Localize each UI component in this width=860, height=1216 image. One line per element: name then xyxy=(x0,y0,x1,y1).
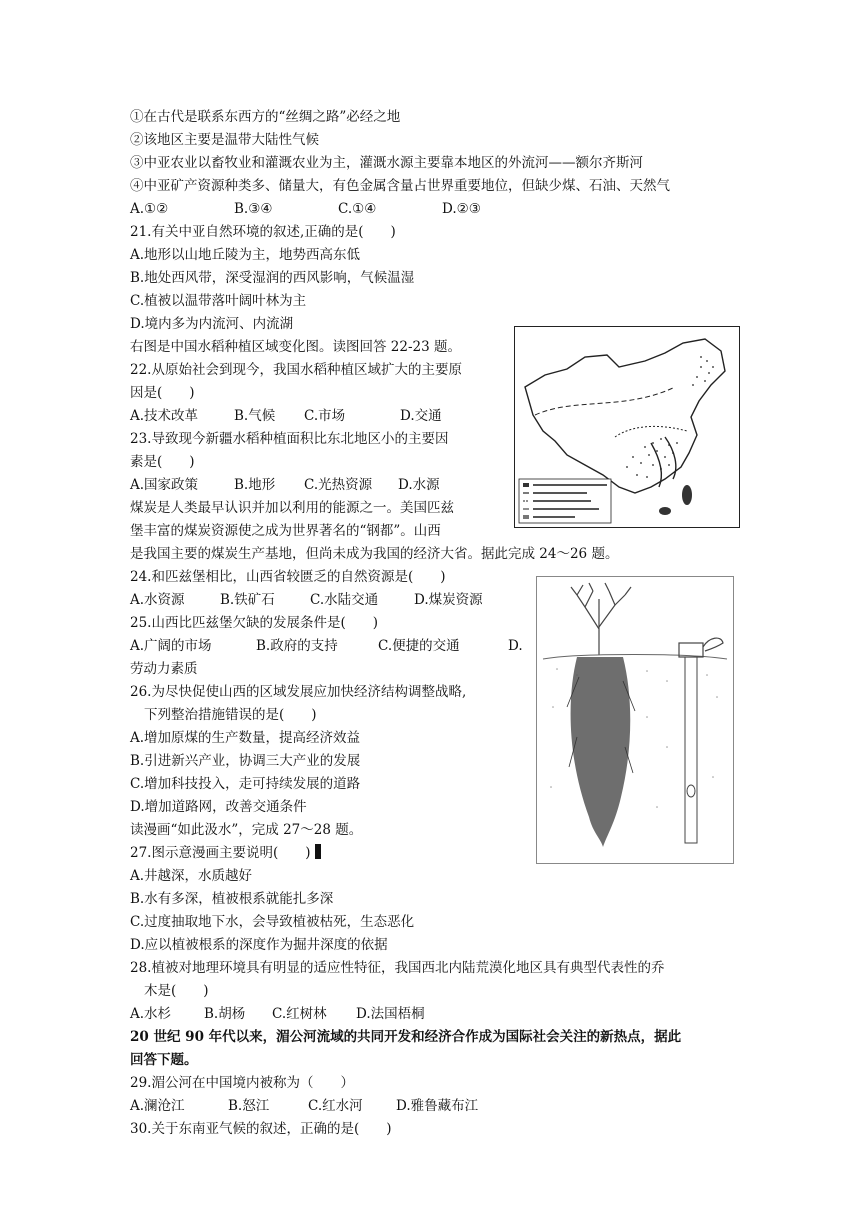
q21-option-a: A.地形以山地丘陵为主，地势西高东低 xyxy=(130,247,361,263)
text-cursor xyxy=(315,844,321,859)
q23-stem-2: 素是( ) xyxy=(130,454,195,470)
q29-stem: 29.湄公河在中国境内被称为（ ） xyxy=(130,1075,354,1091)
statement-2: ②该地区主要是温带大陆性气候 xyxy=(130,132,319,148)
option-c: C.红树林 xyxy=(272,1006,327,1022)
option-a: A.国家政策 xyxy=(130,477,199,493)
intro-24-line-1: 煤炭是人类最早认识并加以利用的能源之一。美国匹兹 xyxy=(130,500,454,516)
option-b: B.气候 xyxy=(234,408,276,424)
q27-stem xyxy=(130,844,321,862)
option-b: B.政府的支持 xyxy=(256,638,338,654)
intro-29-line-2: 回答下题。 xyxy=(130,1052,198,1068)
q28-options xyxy=(130,1005,425,1023)
q22-options xyxy=(130,407,442,425)
option-d: D.雅鲁藏布江 xyxy=(396,1098,479,1114)
intro-27: 读漫画“如此汲水”，完成 27～28 题。 xyxy=(130,822,363,838)
option-d: D.煤炭资源 xyxy=(414,592,483,608)
china-rice-map xyxy=(514,326,740,528)
intro-24-line-3: 是我国主要的煤炭生产基地，但尚未成为我国的经济大省。据此完成 24～26 题。 xyxy=(130,546,619,562)
option-c: C.便捷的交通 xyxy=(378,638,460,654)
q24-options xyxy=(130,591,483,609)
statement-4: ④中亚矿产资源种类多、储量大，有色金属含量占世界重要地位，但缺少煤、石油、天然气 xyxy=(130,178,670,194)
option-a: A.技术改革 xyxy=(130,408,199,424)
option-b: B.地形 xyxy=(234,477,276,493)
option-b: B.怒江 xyxy=(228,1098,270,1114)
option-a: A.水资源 xyxy=(130,592,185,608)
well-cartoon-drawing xyxy=(537,577,733,863)
option-c: C.市场 xyxy=(304,408,346,424)
q28-stem-2: 木是( ) xyxy=(144,983,209,999)
q25-stem: 25.山西比匹兹堡欠缺的发展条件是( ) xyxy=(130,615,379,631)
option-d: D.水源 xyxy=(398,477,440,493)
q30-stem: 30.关于东南亚气候的叙述，正确的是( ) xyxy=(130,1121,392,1137)
q27-option-a: A.井越深，水质越好 xyxy=(130,868,253,884)
intro-29-line-1: 20 世纪 90 年代以来，湄公河流域的共同开发和经济合作成为国际社会关注的新热点，据此 xyxy=(130,1029,682,1045)
q27-option-b: B.水有多深，植被根系就能扎多深 xyxy=(130,891,334,907)
q26-option-b: B.引进新兴产业，协调三大产业的发展 xyxy=(130,753,361,769)
q23-stem-1: 23.导致现今新疆水稻种植面积比东北地区小的主要因 xyxy=(130,431,449,447)
q23-options xyxy=(130,476,440,494)
option-d: D.交通 xyxy=(400,408,442,424)
option-a: A.广阔的市场 xyxy=(130,638,212,654)
option-c: C.光热资源 xyxy=(304,477,373,493)
q25-option-d-text: 劳动力素质 xyxy=(130,661,198,677)
option-a: A.水杉 xyxy=(130,1006,172,1022)
option-d: D.法国梧桐 xyxy=(356,1006,425,1022)
well-cartoon xyxy=(536,576,734,864)
q21-option-d: D.境内多为内流河、内流湖 xyxy=(130,316,294,332)
china-map-drawing xyxy=(515,327,739,527)
q27-option-c: C.过度抽取地下水，会导致植被枯死，生态恶化 xyxy=(130,914,415,930)
option-d: D.②③ xyxy=(442,201,481,217)
option-a: A.澜沧江 xyxy=(130,1098,185,1114)
intro-24-line-2: 堡丰富的煤炭资源使之成为世界著名的“钢都”。山西 xyxy=(130,523,441,539)
q24-stem: 24.和匹兹堡相比，山西省较匮乏的自然资源是( ) xyxy=(130,569,446,585)
q26-option-d: D.增加道路网，改善交通条件 xyxy=(130,799,307,815)
q20-options xyxy=(130,200,481,218)
option-d: D. xyxy=(508,638,523,654)
q21-option-c: C.植被以温带落叶阔叶林为主 xyxy=(130,293,307,309)
q21-stem: 21.有关中亚自然环境的叙述,正确的是( ) xyxy=(130,224,396,240)
option-c: C.红水河 xyxy=(308,1098,363,1114)
option-b: B.胡杨 xyxy=(204,1006,246,1022)
statement-3: ③中亚农业以畜牧业和灌溉农业为主，灌溉水源主要靠本地区的外流河——额尔齐斯河 xyxy=(130,155,643,171)
intro-22: 右图是中国水稻种植区域变化图。读图回答 22-23 题。 xyxy=(130,339,461,355)
q26-stem-1: 26.为尽快促使山西的区域发展应加快经济结构调整战略, xyxy=(130,684,467,700)
q29-options xyxy=(130,1097,478,1115)
statement-1: ①在古代是联系东西方的“丝绸之路”必经之地 xyxy=(130,109,401,125)
q27-option-d: D.应以植被根系的深度作为掘井深度的依据 xyxy=(130,937,388,953)
option-a: A.①② xyxy=(130,201,169,217)
q28-stem-1: 28.植被对地理环境具有明显的适应性特征，我国西北内陆荒漠化地区具有典型代表性的乔 xyxy=(130,960,665,976)
option-b: B.铁矿石 xyxy=(220,592,275,608)
option-c: C.①④ xyxy=(338,201,377,217)
q25-options xyxy=(130,637,523,655)
q27-stem-text: 27.图示意漫画主要说明( ) xyxy=(130,845,311,861)
q26-stem-2: 下列整治措施错误的是( ) xyxy=(144,707,317,723)
q22-stem-2: 因是( ) xyxy=(130,385,195,401)
q26-option-c: C.增加科技投入，走可持续发展的道路 xyxy=(130,776,361,792)
option-b: B.③④ xyxy=(234,201,273,217)
q26-option-a: A.增加原煤的生产数量，提高经济效益 xyxy=(130,730,361,746)
q22-stem-1: 22.从原始社会到现今，我国水稻种植区域扩大的主要原 xyxy=(130,362,462,378)
q21-option-b: B.地处西风带，深受湿润的西风影响，气候温湿 xyxy=(130,270,415,286)
option-c: C.水陆交通 xyxy=(310,592,379,608)
